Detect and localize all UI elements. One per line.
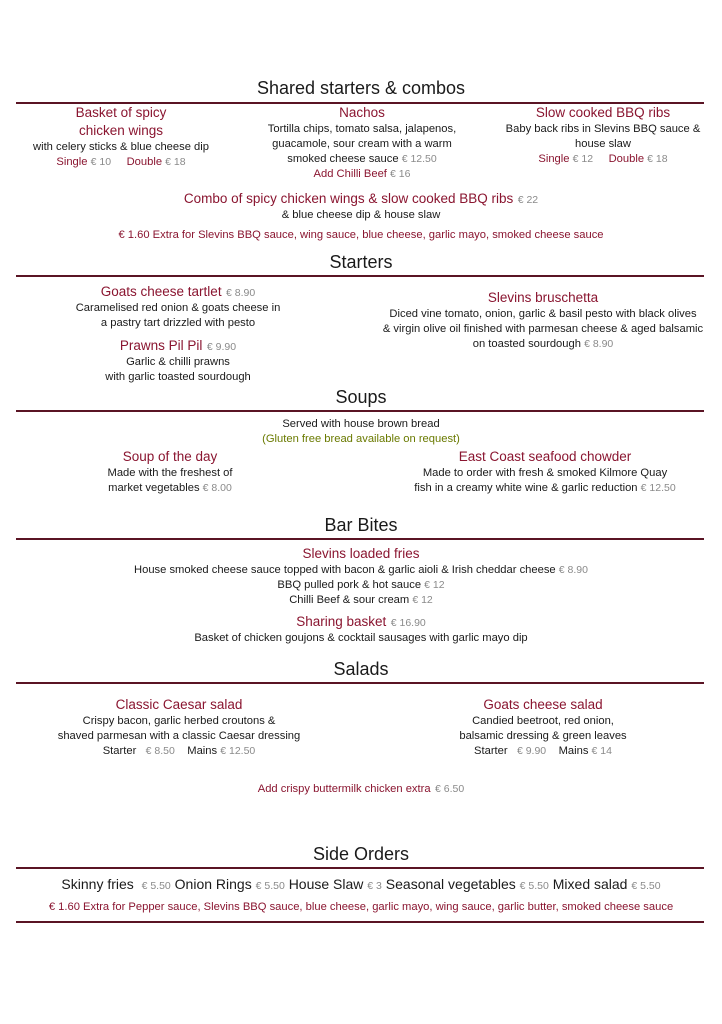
item-description: with garlic toasted sourdough (105, 371, 251, 383)
item-title: Goats cheese salad (483, 697, 603, 712)
item-price: € 8.50 (145, 745, 175, 757)
item-description: with celery sticks & blue cheese dip (33, 141, 209, 153)
menu-item-wings (16, 104, 226, 170)
size-label: Single (538, 153, 570, 165)
size-label: Single (56, 156, 88, 168)
extra-label: Add crispy buttermilk chicken extra (257, 783, 431, 795)
menu-item-soup-of-day (70, 448, 270, 496)
item-description: Caramelised red onion & goats cheese in (75, 302, 281, 314)
menu-item-goats-salad (420, 696, 666, 759)
size-label: Double (126, 156, 163, 168)
item-extra: Add Chilli Beef (313, 168, 387, 180)
section-divider (16, 275, 704, 277)
menu-item-loaded-fries (0, 545, 722, 608)
side-item-name: Onion Rings (174, 876, 252, 892)
item-description: Basket of chicken goujons & cocktail sausages with garlic mayo dip (194, 632, 528, 644)
menu-item-chowder (380, 448, 710, 496)
item-price: € 16 (390, 168, 411, 180)
item-title: Prawns Pil Pil (119, 338, 203, 353)
item-title: Goats cheese tartlet (100, 284, 222, 299)
item-description: fish in a creamy white wine & garlic reduction (414, 482, 638, 494)
side-orders-list (0, 876, 722, 892)
item-description: balsamic dressing & green leaves (459, 730, 627, 742)
item-description: & virgin olive oil finished with parmesan cheese & aged balsamic (382, 323, 704, 335)
item-title: Slow cooked BBQ ribs (535, 105, 671, 120)
side-item-name: Mixed salad (552, 876, 628, 892)
side-item-price: € 5.50 (141, 880, 171, 892)
item-description: Garlic & chilli prawns (126, 356, 230, 368)
menu-item-sharing-basket (0, 613, 722, 646)
side-item-name: Skinny fries (61, 876, 134, 892)
item-description: Made to order with fresh & smoked Kilmore Quay (422, 467, 668, 479)
item-description: on toasted sourdough (472, 338, 581, 350)
menu-item-bruschetta (370, 289, 716, 352)
side-item-name: Seasonal vegetables (385, 876, 516, 892)
item-description: Crispy bacon, garlic herbed croutons & (82, 715, 276, 727)
item-description: Baby back ribs in Slevins BBQ sauce & (505, 123, 701, 135)
sides-extra-note: € 1.60 Extra for Pepper sauce, Slevins BBQ sauce, blue cheese, garlic mayo, wing sauce, garlic butter, smoked cheese sauce (48, 901, 674, 913)
item-price: € 14 (591, 745, 612, 757)
item-price: € 22 (517, 194, 539, 206)
item-price: € 18 (165, 156, 186, 168)
section-divider (16, 682, 704, 684)
item-price: € 16.90 (390, 617, 426, 629)
item-title: Combo of spicy chicken wings & slow cooked BBQ ribs (183, 191, 514, 206)
salad-extra-note (0, 779, 722, 797)
item-title: East Coast seafood chowder (458, 449, 632, 464)
section-divider (16, 410, 704, 412)
item-title: Nachos (339, 105, 385, 120)
item-price: € 12 (412, 594, 433, 606)
size-label: Double (608, 153, 645, 165)
item-description: smoked cheese sauce (287, 153, 399, 165)
item-price: € 8.00 (202, 482, 232, 494)
section-title-starters: Starters (329, 252, 393, 272)
item-description: house slaw (575, 138, 631, 150)
section-title-shared: Shared starters & combos (256, 78, 466, 98)
item-title: Basket of spicy (75, 105, 167, 120)
item-price: € 12.50 (401, 153, 437, 165)
menu-item-caesar-salad (40, 696, 318, 759)
item-price: € 10 (90, 156, 112, 168)
section-title-bar-bites: Bar Bites (324, 515, 398, 535)
item-price: € 9.90 (516, 745, 547, 757)
item-title: Slevins loaded fries (302, 546, 420, 561)
item-description: guacamole, sour cream with a warm (272, 138, 452, 150)
item-description: House smoked cheese sauce topped with bacon & garlic aioli & Irish cheddar cheese (134, 564, 556, 576)
item-price: € 12.50 (220, 745, 256, 757)
item-title: Sharing basket (296, 614, 387, 629)
side-item-price: € 5.50 (255, 880, 285, 892)
gluten-free-note: (Gluten free bread available on request) (262, 433, 460, 445)
item-description: & blue cheese dip & house slaw (281, 209, 441, 221)
item-price: € 6.50 (435, 783, 465, 795)
item-description: shaved parmesan with a classic Caesar dressing (57, 730, 301, 742)
side-item-name: House Slaw (288, 876, 364, 892)
item-title: Slevins bruschetta (487, 290, 599, 305)
menu-item-combo (0, 190, 722, 223)
menu-item-prawns (50, 337, 306, 385)
extra-sauce-note: € 1.60 Extra for Slevins BBQ sauce, wing sauce, blue cheese, garlic mayo, smoked cheese sauce (118, 229, 604, 241)
item-title: Classic Caesar salad (115, 697, 243, 712)
item-price: € 12 (572, 153, 594, 165)
item-price: € 8.90 (584, 338, 614, 350)
size-label: Mains (187, 745, 218, 757)
item-price: € 12.50 (640, 482, 676, 494)
section-title-salads: Salads (333, 659, 389, 679)
item-description: Diced vine tomato, onion, garlic & basil pesto with black olives (389, 308, 697, 320)
item-price: € 18 (647, 153, 668, 165)
bread-note: Served with house brown bread (282, 418, 440, 430)
item-description: Made with the freshest of (107, 467, 233, 479)
section-title-side-orders: Side Orders (312, 844, 410, 864)
item-title: Soup of the day (122, 449, 218, 464)
item-price: € 12 (424, 579, 445, 591)
item-description: Chilli Beef & sour cream (289, 594, 410, 606)
item-price: € 8.90 (558, 564, 588, 576)
side-item-price: € 5.50 (631, 880, 661, 892)
soups-intro (0, 417, 722, 447)
item-price: € 8.90 (226, 287, 256, 299)
section-divider (16, 921, 704, 923)
item-price: € 9.90 (206, 341, 237, 353)
size-label: Mains (558, 745, 589, 757)
item-description: market vegetables (108, 482, 200, 494)
side-item-price: € 3 (367, 880, 382, 892)
item-description: Candied beetroot, red onion, (472, 715, 614, 727)
item-description: a pastry tart drizzled with pesto (100, 317, 256, 329)
menu-item-ribs (500, 104, 706, 167)
size-label: Starter (102, 745, 137, 757)
menu-item-nachos (240, 104, 484, 182)
size-label: Starter (474, 745, 508, 757)
section-divider (16, 867, 704, 869)
item-description: Tortilla chips, tomato salsa, jalapenos, (267, 123, 457, 135)
section-title-soups: Soups (335, 387, 387, 407)
section-divider (16, 538, 704, 540)
menu-item-tartlet (50, 283, 306, 331)
side-item-price: € 5.50 (519, 880, 549, 892)
item-title: chicken wings (78, 123, 164, 138)
item-description: BBQ pulled pork & hot sauce (277, 579, 422, 591)
